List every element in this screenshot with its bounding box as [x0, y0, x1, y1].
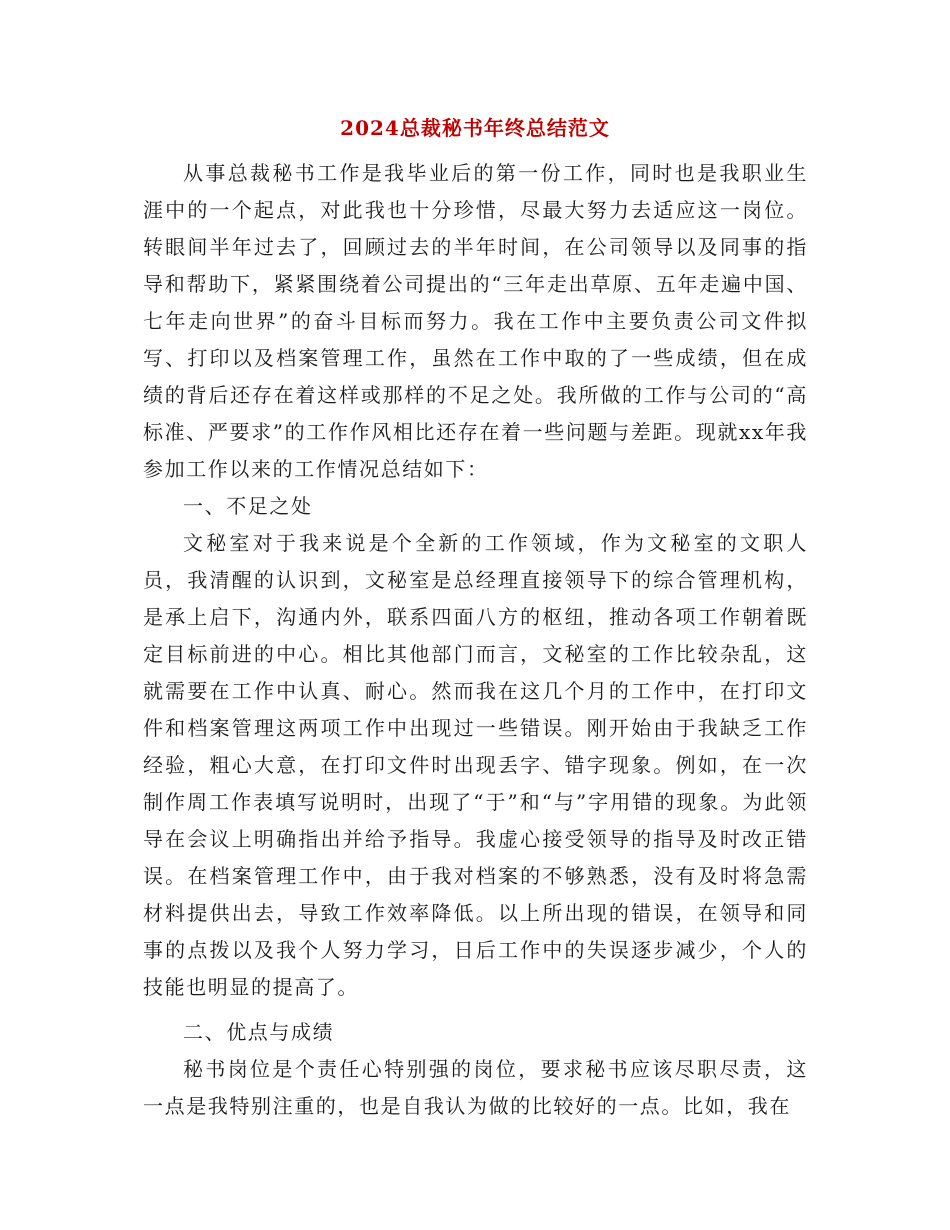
- intro-paragraph: 从事总裁秘书工作是我毕业后的第一份工作，同时也是我职业生涯中的一个起点，对此我也十分珍惜，尽最大努力去适应这一岗位。转眼间半年过去了，回顾过去的半年时间，在公司领导以及同事的指导和帮助下，紧紧围绕着公司提出的“三年走出草原、五年走遍中国、七年走向世界”的奋斗目标而努力。我在工作中主要负责公司文件拟写、打印以及档案管理工作，虽然在工作中取的了一些成绩，但在成绩的背后还存在着这样或那样的不足之处。我所做的工作与公司的“高标准、严要求”的工作作风相比还存在着一些问题与差距。现就xx年我参加工作以来的工作情况总结如下：: [143, 161, 808, 481]
- section-heading-strengths: 二、优点与成绩: [183, 1020, 335, 1044]
- shortcomings-paragraph: 文秘室对于我来说是个全新的工作领域，作为文秘室的文职人员，我清醒的认识到，文秘室是总经理直接领导下的综合管理机构，是承上启下，沟通内外，联系四面八方的枢纽，推动各项工作朝着既定目标前进的中心。相比其他部门而言，文秘室的工作比较杂乱，这就需要在工作中认真、耐心。然而我在这几个月的工作中，在打印文件和档案管理这两项工作中出现过一些错误。刚开始由于我缺乏工作经验，粗心大意，在打印文件时出现丢字、错字现象。例如，在一次制作周工作表填写说明时，出现了“于”和“与”字用错的现象。为此领导在会议上明确指出并给予指导。我虚心接受领导的指导及时改正错误。在档案管理工作中，由于我对档案的不够熟悉，没有及时将急需材料提供出去，导致工作效率降低。以上所出现的错误，在领导和同事的点拨以及我个人努力学习，日后工作中的失误逐步减少，个人的技能也明显的提高了。: [143, 531, 808, 999]
- document-body: [143, 155, 808, 1125]
- strengths-paragraph: 秘书岗位是个责任心特别强的岗位，要求秘书应该尽职尽责，这一点是我特别注重的，也是自我认为做的比较好的一点。比如，我在: [143, 1057, 808, 1118]
- section-heading-shortcomings: 一、不足之处: [183, 494, 313, 518]
- document-title: 2024总裁秘书年终总结范文: [340, 116, 610, 140]
